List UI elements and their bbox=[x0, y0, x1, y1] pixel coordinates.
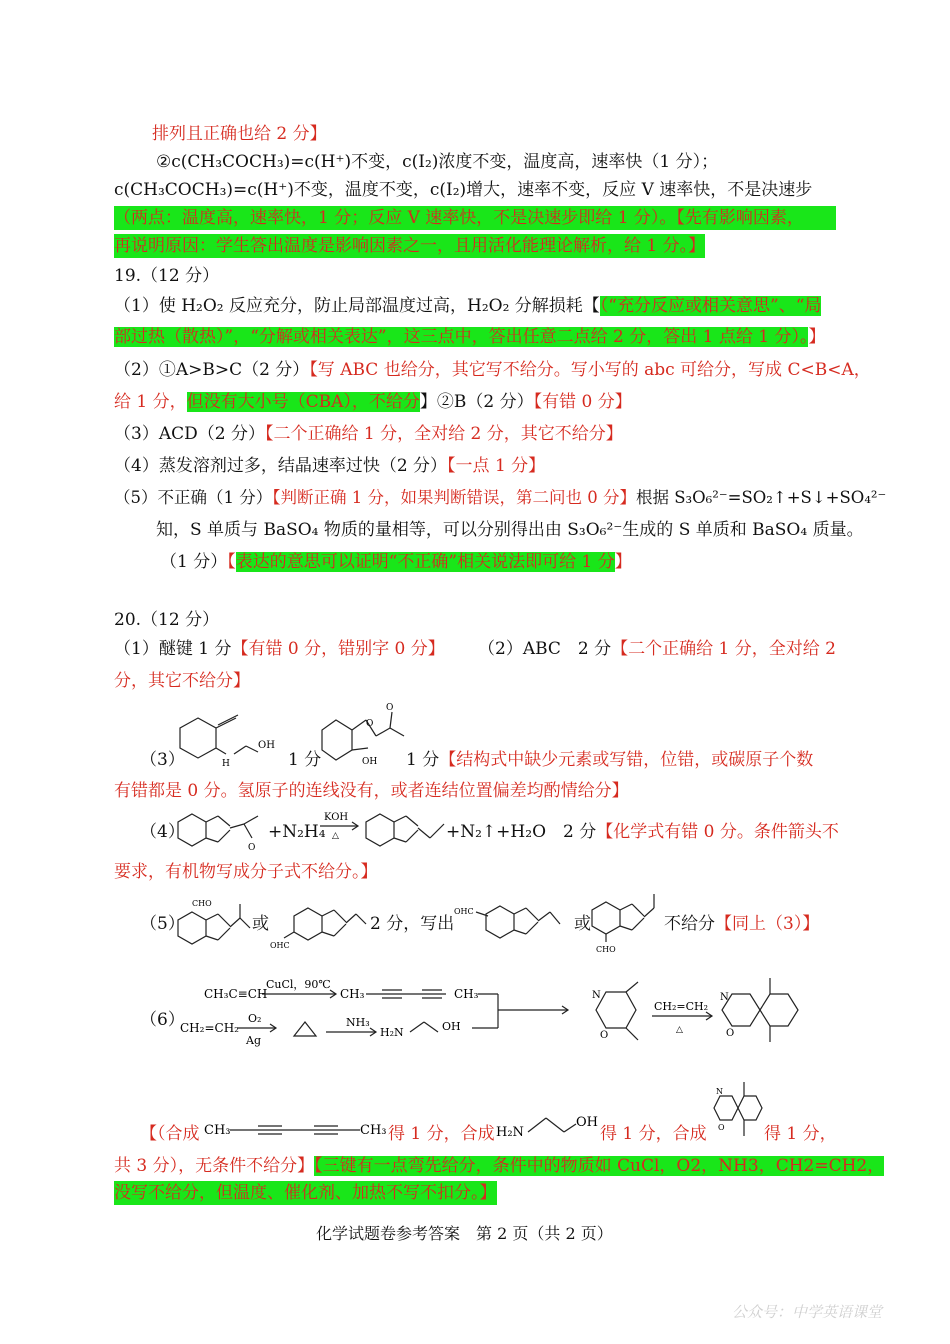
score: 1 分 bbox=[406, 750, 440, 770]
answer-line bbox=[160, 550, 632, 574]
answer-text: （1 分） bbox=[160, 552, 228, 572]
connector: 或 bbox=[574, 914, 591, 934]
answer-line bbox=[114, 325, 825, 349]
bracket: 【 bbox=[227, 552, 236, 572]
atom-label: OH bbox=[362, 757, 378, 767]
scoring-note: 【化学式有错 0 分。条件箭头不 bbox=[596, 822, 839, 842]
atom-label: CH₃ bbox=[360, 1123, 387, 1138]
scoring-note: 【（合成 bbox=[140, 1124, 200, 1144]
reagent: H₂N bbox=[380, 1026, 404, 1039]
scoring-note: 【同上（3）】 bbox=[715, 914, 820, 934]
structure-diyne bbox=[204, 1116, 390, 1146]
condition: NH₃ bbox=[346, 1016, 370, 1029]
bracket: 】 bbox=[614, 552, 632, 572]
atom-label: O bbox=[600, 1030, 609, 1041]
sub-label: （4） bbox=[140, 822, 185, 842]
scoring-note: 共 3 分），无条件不给分】 bbox=[114, 1156, 315, 1176]
condition: KOH bbox=[324, 812, 349, 823]
sub-label: （6） bbox=[140, 1010, 185, 1030]
condition: Ag bbox=[246, 1034, 261, 1047]
answer-line bbox=[114, 1154, 884, 1178]
highlight-note: 【三键有一点弯先给分，条件中的物质如 CuCl，O2，NH3，CH2=CH2， bbox=[314, 1156, 885, 1176]
answer-line bbox=[446, 820, 839, 844]
condition: CH₂=CH₂ bbox=[654, 1000, 709, 1013]
atom-label: H₂N bbox=[496, 1125, 524, 1140]
scoring-note: 得 1 分， bbox=[764, 1124, 837, 1144]
structure-5b bbox=[270, 898, 370, 952]
reagent: CH₃ bbox=[454, 987, 479, 1001]
answer-line bbox=[664, 912, 819, 936]
answer-line bbox=[114, 390, 632, 414]
scoring-note: 【二个正确给 1 分，全对给 2 分，其它不给分】 bbox=[264, 424, 623, 444]
atom-label: O bbox=[718, 1123, 725, 1132]
atom-label: H bbox=[222, 759, 230, 769]
structure-4a bbox=[178, 806, 270, 852]
answer-line bbox=[114, 454, 545, 478]
scoring-note: 给 1 分， bbox=[114, 392, 187, 412]
atom-label: OH bbox=[442, 1020, 461, 1033]
structure-3b bbox=[320, 696, 410, 766]
answer-text: （1）使 H₂O₂ 反应充分，防止局部温度过高，H₂O₂ 分解损耗【 bbox=[114, 296, 600, 316]
answer-line bbox=[114, 358, 871, 382]
synthesis-route bbox=[176, 970, 836, 1060]
condition: △ bbox=[332, 831, 339, 841]
atom-label: O bbox=[386, 703, 394, 713]
reagent: CH₂=CH₂ bbox=[180, 1021, 239, 1035]
scoring-note: 【有错 0 分，错别字 0 分】 bbox=[231, 639, 445, 659]
structure-product bbox=[706, 1078, 770, 1142]
structure-4b bbox=[366, 806, 448, 852]
answer-line bbox=[406, 748, 813, 772]
reagent: CH₃ bbox=[340, 987, 365, 1001]
condition: O₂ bbox=[248, 1012, 262, 1025]
answer-text: （5）不正确（1 分） bbox=[114, 488, 273, 507]
reagent: CH₃C≡CH bbox=[204, 987, 268, 1001]
structure-5a bbox=[178, 896, 254, 952]
bracket: 】 bbox=[808, 327, 826, 347]
answer-text: （2）ABC 2 分 bbox=[478, 639, 612, 659]
atom-label: CHO bbox=[596, 945, 616, 954]
atom-label: N bbox=[592, 990, 601, 1001]
condition: △ bbox=[676, 1025, 683, 1035]
scoring-note: 得 1 分，合成 bbox=[388, 1124, 495, 1144]
atom-label: OH bbox=[258, 740, 275, 751]
structure-5d bbox=[592, 892, 664, 952]
highlight-note: （两点：温度高，速率快，1 分；反应 V 速率快，不是决速步即给 1 分）。【先有影响因素， bbox=[114, 206, 836, 230]
question-number: 20.（12 分） bbox=[114, 610, 220, 630]
answer-text: 不给分 bbox=[664, 914, 715, 934]
scoring-note: 要求，有机物写成分子式不给分。】 bbox=[114, 862, 378, 882]
answer-line bbox=[114, 637, 445, 661]
atom-label: CH₃ bbox=[204, 1123, 231, 1138]
answer-line bbox=[114, 294, 821, 318]
highlight-note: 但没有大小号（CBA），不给分 bbox=[186, 392, 420, 412]
scoring-note: 【一点 1 分】 bbox=[447, 456, 546, 476]
atom-label: OHC bbox=[454, 907, 474, 916]
scoring-note: 【结构式中缺少元素或写错，位错，或碳原子个数 bbox=[439, 750, 814, 770]
answer-line: c(CH₃COCH₃)=c(H⁺)不变，温度不变，c(I₂)增大，速率不变，反应 V 速率快，不是决速步 bbox=[114, 180, 813, 200]
highlight-note: 再说明原因：学生答出温度是影响因素之一，且用活化能理论解析，给 1 分。】 bbox=[114, 236, 706, 256]
atom-label: O bbox=[248, 843, 256, 853]
answer-line: 2 分，写出 bbox=[370, 914, 455, 934]
atom-label: CHO bbox=[192, 899, 212, 908]
scoring-note: 【有错 0 分】 bbox=[533, 392, 632, 412]
scoring-note: 【二个正确给 1 分，全对给 2 bbox=[611, 639, 836, 659]
answer-text: 根据 S₃O₆²⁻=SO₂↑+S↓+SO₄²⁻ bbox=[635, 488, 887, 507]
answer-text: （1）醚键 1 分 bbox=[114, 639, 232, 659]
atom-label: O bbox=[366, 719, 374, 729]
condition: CuCl，90℃ bbox=[266, 978, 331, 991]
answer-text: +N₂↑+H₂O 2 分 bbox=[446, 822, 597, 842]
structure-5c bbox=[454, 900, 564, 940]
answer-text: （2）①A>B>C（2 分） bbox=[114, 360, 310, 380]
answer-line bbox=[114, 486, 886, 510]
reagent: +N₂H₄ bbox=[268, 822, 326, 842]
page-footer: 化学试题卷参考答案 第 2 页（共 2 页） bbox=[316, 1224, 613, 1243]
sub-label: （3） bbox=[140, 750, 185, 770]
answer-text: （3）ACD（2 分） bbox=[114, 424, 265, 444]
highlight-note: （“充分反应或相关意思”、“局 bbox=[599, 296, 822, 316]
atom-label: N bbox=[716, 1087, 723, 1096]
scoring-note: 【判断正确 1 分，如果判断错误，第二问也 0 分】 bbox=[272, 488, 636, 507]
answer-line: ②c(CH₃COCH₃)=c(H⁺)不变，c(I₂)浓度不变，温度高，速率快（1 分）； bbox=[156, 152, 719, 172]
answer-text: （4）蒸发溶剂过多，结晶速率过快（2 分） bbox=[114, 456, 448, 476]
answer-text: 】②B（2 分） bbox=[419, 392, 534, 412]
watermark: 公众号：中学英语课堂 bbox=[731, 1303, 882, 1321]
reaction-arrow bbox=[318, 812, 362, 842]
scoring-note: 分，其它不给分】 bbox=[114, 671, 250, 691]
structure-aminoethanol bbox=[496, 1110, 600, 1144]
connector: 或 bbox=[252, 914, 269, 934]
highlight-note: 没写不给分，但温度、催化剂、加热不写不扣分。】 bbox=[114, 1183, 497, 1203]
highlight-note: 部过热（散热）”，“分解或相关表达”，这三点中，答出任意二点给 2 分，答出 1 点给 1 分）。 bbox=[114, 327, 809, 347]
answer-line bbox=[114, 422, 623, 446]
score: 1 分 bbox=[288, 750, 322, 770]
structure-3a bbox=[178, 708, 278, 768]
answer-line bbox=[478, 637, 836, 661]
scoring-note: 【写 ABC 也给分，其它写不给分。写小写的 abc 可给分，写成 C<B<A， bbox=[309, 360, 871, 380]
atom-label: OH bbox=[576, 1115, 598, 1130]
scoring-note: 有错都是 0 分。氢原子的连线没有，或者连结位置偏差均酌情给分】 bbox=[114, 781, 629, 801]
sub-label: （5） bbox=[140, 914, 185, 934]
question-number: 19.（12 分） bbox=[114, 266, 220, 286]
answer-line: 排列且正确也给 2 分】 bbox=[152, 124, 327, 144]
scoring-note: 得 1 分，合成 bbox=[600, 1124, 707, 1144]
highlight-note: 表达的意思可以证明“不正确”相关说法即可给 1 分 bbox=[235, 552, 615, 572]
atom-label: O bbox=[726, 1028, 735, 1039]
atom-label: OHC bbox=[270, 941, 290, 950]
answer-line: 知，S 单质与 BaSO₄ 物质的量相等，可以分别得出由 S₃O₆²⁻生成的 S 单质和 BaSO₄ 质量。 bbox=[156, 520, 864, 540]
atom-label: N bbox=[720, 992, 729, 1003]
